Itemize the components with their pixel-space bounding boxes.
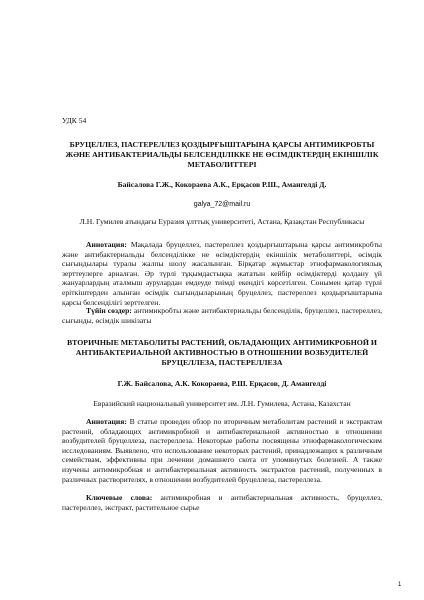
ru-abstract [62,417,382,484]
kz-abstract-label: Аннотация: [86,240,127,249]
kz-keywords-label: Түйін сөздер: [86,306,132,315]
ru-keywords-text: антимикробная и антибактериальная активность, бруцеллез, пастереллез, экстракт, растительное сырье [62,493,382,512]
kz-keywords [62,306,382,325]
kz-affiliation: Л.Н. Гумилев атындағы Еуразия ұлттық университеті, Астана, Қазақстан Республикасы [79,217,365,226]
kz-authors: Байсалова Г.Ж., Кокораева А.К., Ерқасов Р.Ш., Амангелді Д. [117,180,327,189]
ru-keywords-label: Ключевые слова: [86,493,153,502]
ru-title: ВТОРИЧНЫЕ МЕТАБОЛИТЫ РАСТЕНИЙ, ОБЛАДАЮЩИХ АНТИМИКРОБНОЙ И АНТИБАКТЕРИАЛЬНОЙ АКТИВНОСТЬЮ В ОТНОШЕНИИ ВОЗБУДИТЕЛЕЙ БРУЦЕЛЛЕЗА, ПАСТЕРЕЛЛЕЗА [67,338,377,367]
kz-email: galya_72@mail.ru [193,201,251,208]
page-number: 1 [398,582,402,588]
ru-abstract-label: Аннотация: [86,417,127,426]
ru-abstract-text: В статье проведен обзор по вторичным метаболитам растений и экстрактам растений, обладающих антимикробной и антибактериальной активностью в отношении возбудителей бруцеллеза, пастереллеза. Некоторые работы посвящены этнофармакологическим исследованиям. Выявлено, что использование некоторых растений, принадлежащих к различным семействам, эффективны при лечении домашнего скота от упомянутых болезней. А также изучены антимикробная и антибактериальная активность экстрактов растений, полученных в различных растворителях, в отношении возбудителей бруцеллеза, пастереллеза. [62,417,382,484]
ru-keywords [62,493,382,512]
kz-title: БРУЦЕЛЛЕЗ, ПАСТЕРЕЛЛЕЗ ҚОЗДЫРҒЫШТАРЫНА ҚАРСЫ АНТИМИКРОБТЫ ЖӘНЕ АНТИБАКТЕРИАЛЬДЫ БЕЛСЕНДІЛІККЕ НЕ ӨСІМДІКТЕРДІҢ ЕКІНШІЛІК МЕТАБОЛИТТЕРІ [65,140,379,169]
kz-abstract-text: Мақалада бруцеллез, пастереллез қоздырғыштарына қарсы антимикробты және антибактериальды белсенділікке не өсімдіктердің екіншілік метаболиттері, өсімдік сығындылары туралы жалпы шолу жасалынған. Бірқатар жұмыстар этнофармакологиялық зерттеулерге арналған. Әр түрлі тұқымдастықка жататын кейбір өсімдіктерді қолдану үй жануарлардың аталмыш аурулардан емдеуде тиімді екендігі көрсетілген. Сонымен қатар түрлі еріткіштерден алынған өсімдік сығындыларының бруцеллез, пастереллез қоздырғыштарына қарсы белсенділігі зерттелген. [62,240,382,307]
kz-abstract [62,240,382,307]
ru-affiliation: Евразийский национальный университет им. Л.Н. Гумилева, Астана, Казахстан [93,399,351,408]
udk-code: УДК 54 [62,116,87,125]
kz-keywords-text: антимикробты және антибактериальды белсенділік, бруцеллез, пастереллез, сығынды, өсімдік шикізаты [62,306,383,325]
ru-authors: Г.Ж. Байсалова, А.К. Кокораева, Р.Ш. Ерқасов, Д. Амангелді [117,379,327,388]
